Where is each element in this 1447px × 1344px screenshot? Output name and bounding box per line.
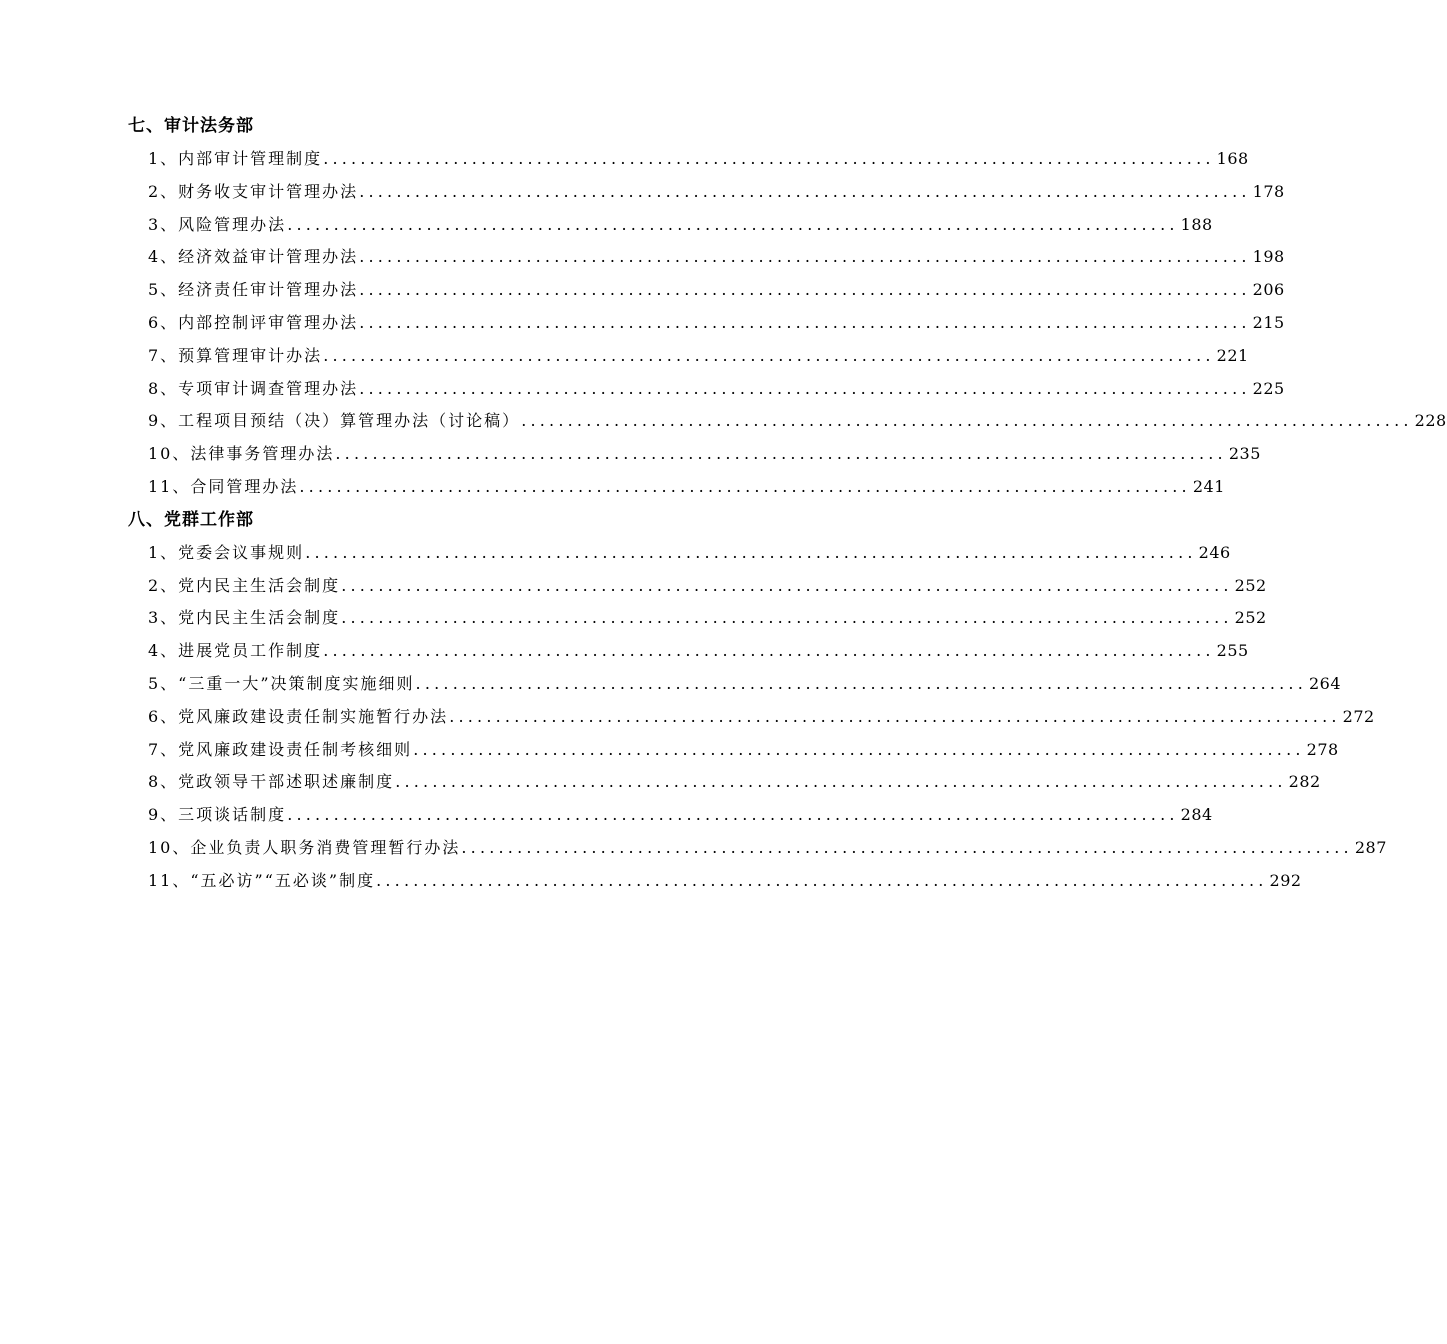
section-heading-audit-legal: 七、审计法务部 bbox=[128, 116, 254, 136]
toc-entry[interactable] bbox=[128, 635, 1249, 668]
table-of-contents bbox=[128, 110, 1447, 898]
toc-entry[interactable] bbox=[128, 307, 1285, 340]
toc-entry-page: 278 bbox=[1306, 739, 1339, 759]
dot-leader: ................................................................................................ bbox=[323, 641, 1215, 661]
dot-leader: ................................................................................................ bbox=[341, 575, 1233, 595]
toc-entry-title: 2、财务收支审计管理办法 bbox=[148, 181, 359, 201]
dot-leader: ................................................................................................ bbox=[341, 608, 1233, 628]
toc-entry-title: 3、党内民主生活会制度 bbox=[148, 608, 341, 628]
toc-entry-page: 246 bbox=[1198, 542, 1231, 562]
toc-entry[interactable] bbox=[128, 766, 1321, 799]
toc-entry[interactable] bbox=[128, 865, 1302, 898]
dot-leader: ................................................................................................ bbox=[395, 772, 1287, 792]
toc-entry-page: 255 bbox=[1216, 641, 1249, 661]
toc-entry[interactable] bbox=[128, 373, 1285, 406]
toc-entry-title: 6、党风廉政建设责任制实施暂行办法 bbox=[148, 706, 449, 726]
toc-entry-page: 284 bbox=[1180, 805, 1213, 825]
toc-entry-page: 235 bbox=[1228, 444, 1261, 464]
dot-leader: ................................................................................................ bbox=[299, 476, 1191, 496]
dot-leader: ................................................................................................ bbox=[305, 542, 1197, 562]
toc-entry-page: 188 bbox=[1180, 214, 1213, 234]
toc-entry[interactable] bbox=[128, 438, 1261, 471]
toc-entry[interactable] bbox=[128, 340, 1249, 373]
dot-leader: ................................................................................................ bbox=[359, 181, 1251, 201]
toc-entry-page: 272 bbox=[1342, 706, 1375, 726]
dot-leader: ................................................................................................ bbox=[359, 378, 1251, 398]
toc-entry-title: 11、合同管理办法 bbox=[148, 476, 299, 496]
toc-entry-title: 5、“三重一大”决策制度实施细则 bbox=[148, 673, 415, 693]
toc-entry[interactable] bbox=[128, 405, 1447, 438]
toc-entry-page: 282 bbox=[1288, 772, 1321, 792]
toc-entry[interactable] bbox=[128, 143, 1249, 176]
toc-entry-title: 4、进展党员工作制度 bbox=[148, 641, 323, 661]
toc-entry-title: 3、风险管理办法 bbox=[148, 214, 287, 234]
dot-leader: ................................................................................................ bbox=[449, 706, 1341, 726]
toc-entry-page: 206 bbox=[1252, 280, 1285, 300]
dot-leader: ................................................................................................ bbox=[415, 673, 1307, 693]
toc-entry-title: 9、工程项目预结（决）算管理办法（讨论稿） bbox=[148, 411, 521, 431]
dot-leader: ................................................................................................ bbox=[335, 444, 1227, 464]
dot-leader: ................................................................................................ bbox=[413, 739, 1305, 759]
toc-entry[interactable] bbox=[128, 668, 1342, 701]
toc-entry-title: 7、党风廉政建设责任制考核细则 bbox=[148, 739, 413, 759]
toc-entry-title: 1、党委会议事规则 bbox=[148, 542, 305, 562]
toc-entry-title: 7、预算管理审计办法 bbox=[148, 345, 323, 365]
toc-entry-page: 215 bbox=[1252, 312, 1285, 332]
dot-leader: ................................................................................................ bbox=[359, 280, 1251, 300]
dot-leader: ................................................................................................ bbox=[359, 247, 1251, 267]
toc-entry-title: 2、党内民主生活会制度 bbox=[148, 575, 341, 595]
toc-entry[interactable] bbox=[128, 537, 1231, 570]
toc-entry[interactable] bbox=[128, 799, 1213, 832]
toc-entry-page: 264 bbox=[1309, 673, 1342, 693]
toc-entry[interactable] bbox=[128, 241, 1285, 274]
toc-entry[interactable] bbox=[128, 701, 1375, 734]
toc-entry-title: 10、企业负责人职务消费管理暂行办法 bbox=[148, 837, 461, 857]
dot-leader: ................................................................................................ bbox=[323, 149, 1215, 168]
toc-entry-title: 11、“五必访”“五必谈”制度 bbox=[148, 870, 376, 890]
toc-entry-title: 4、经济效益审计管理办法 bbox=[148, 247, 359, 267]
toc-entry-title: 10、法律事务管理办法 bbox=[148, 444, 335, 464]
toc-entry-page: 252 bbox=[1234, 575, 1267, 595]
toc-entry[interactable] bbox=[128, 274, 1285, 307]
toc-entry-page: 228 bbox=[1414, 411, 1447, 431]
toc-entry-title: 9、三项谈话制度 bbox=[148, 805, 287, 825]
toc-entry[interactable] bbox=[128, 209, 1213, 242]
toc-entry-title: 6、内部控制评审管理办法 bbox=[148, 312, 359, 332]
toc-entry[interactable] bbox=[128, 176, 1285, 209]
toc-entry-title: 8、专项审计调查管理办法 bbox=[148, 378, 359, 398]
section-heading-party-affairs: 八、党群工作部 bbox=[128, 509, 254, 530]
dot-leader: ................................................................................................ bbox=[521, 411, 1413, 431]
toc-entry-page: 198 bbox=[1252, 247, 1285, 267]
dot-leader: ................................................................................................ bbox=[359, 312, 1251, 332]
toc-entry-title: 5、经济责任审计管理办法 bbox=[148, 280, 359, 300]
toc-entry-page: 225 bbox=[1252, 378, 1285, 398]
toc-entry-page: 178 bbox=[1252, 181, 1285, 201]
toc-entry-title: 8、党政领导干部述职述廉制度 bbox=[148, 772, 395, 792]
dot-leader: ................................................................................................ bbox=[323, 345, 1215, 365]
toc-entry-page: 221 bbox=[1216, 345, 1249, 365]
dot-leader: ................................................................................................ bbox=[287, 805, 1179, 825]
toc-entry-page: 252 bbox=[1234, 608, 1267, 628]
toc-entry-title: 1、内部审计管理制度 bbox=[148, 149, 323, 168]
toc-entry-page: 168 bbox=[1216, 149, 1249, 168]
toc-entry-page: 287 bbox=[1354, 837, 1387, 857]
dot-leader: ................................................................................................ bbox=[461, 837, 1353, 857]
toc-entry[interactable] bbox=[128, 602, 1267, 635]
toc-entry[interactable] bbox=[128, 832, 1387, 865]
toc-entry[interactable] bbox=[128, 570, 1267, 603]
toc-entry[interactable] bbox=[128, 471, 1225, 504]
toc-entry-page: 292 bbox=[1269, 870, 1302, 890]
dot-leader: ................................................................................................ bbox=[376, 870, 1268, 890]
dot-leader: ................................................................................................ bbox=[287, 214, 1179, 234]
toc-entry[interactable] bbox=[128, 734, 1339, 767]
toc-entry-page: 241 bbox=[1192, 476, 1225, 496]
